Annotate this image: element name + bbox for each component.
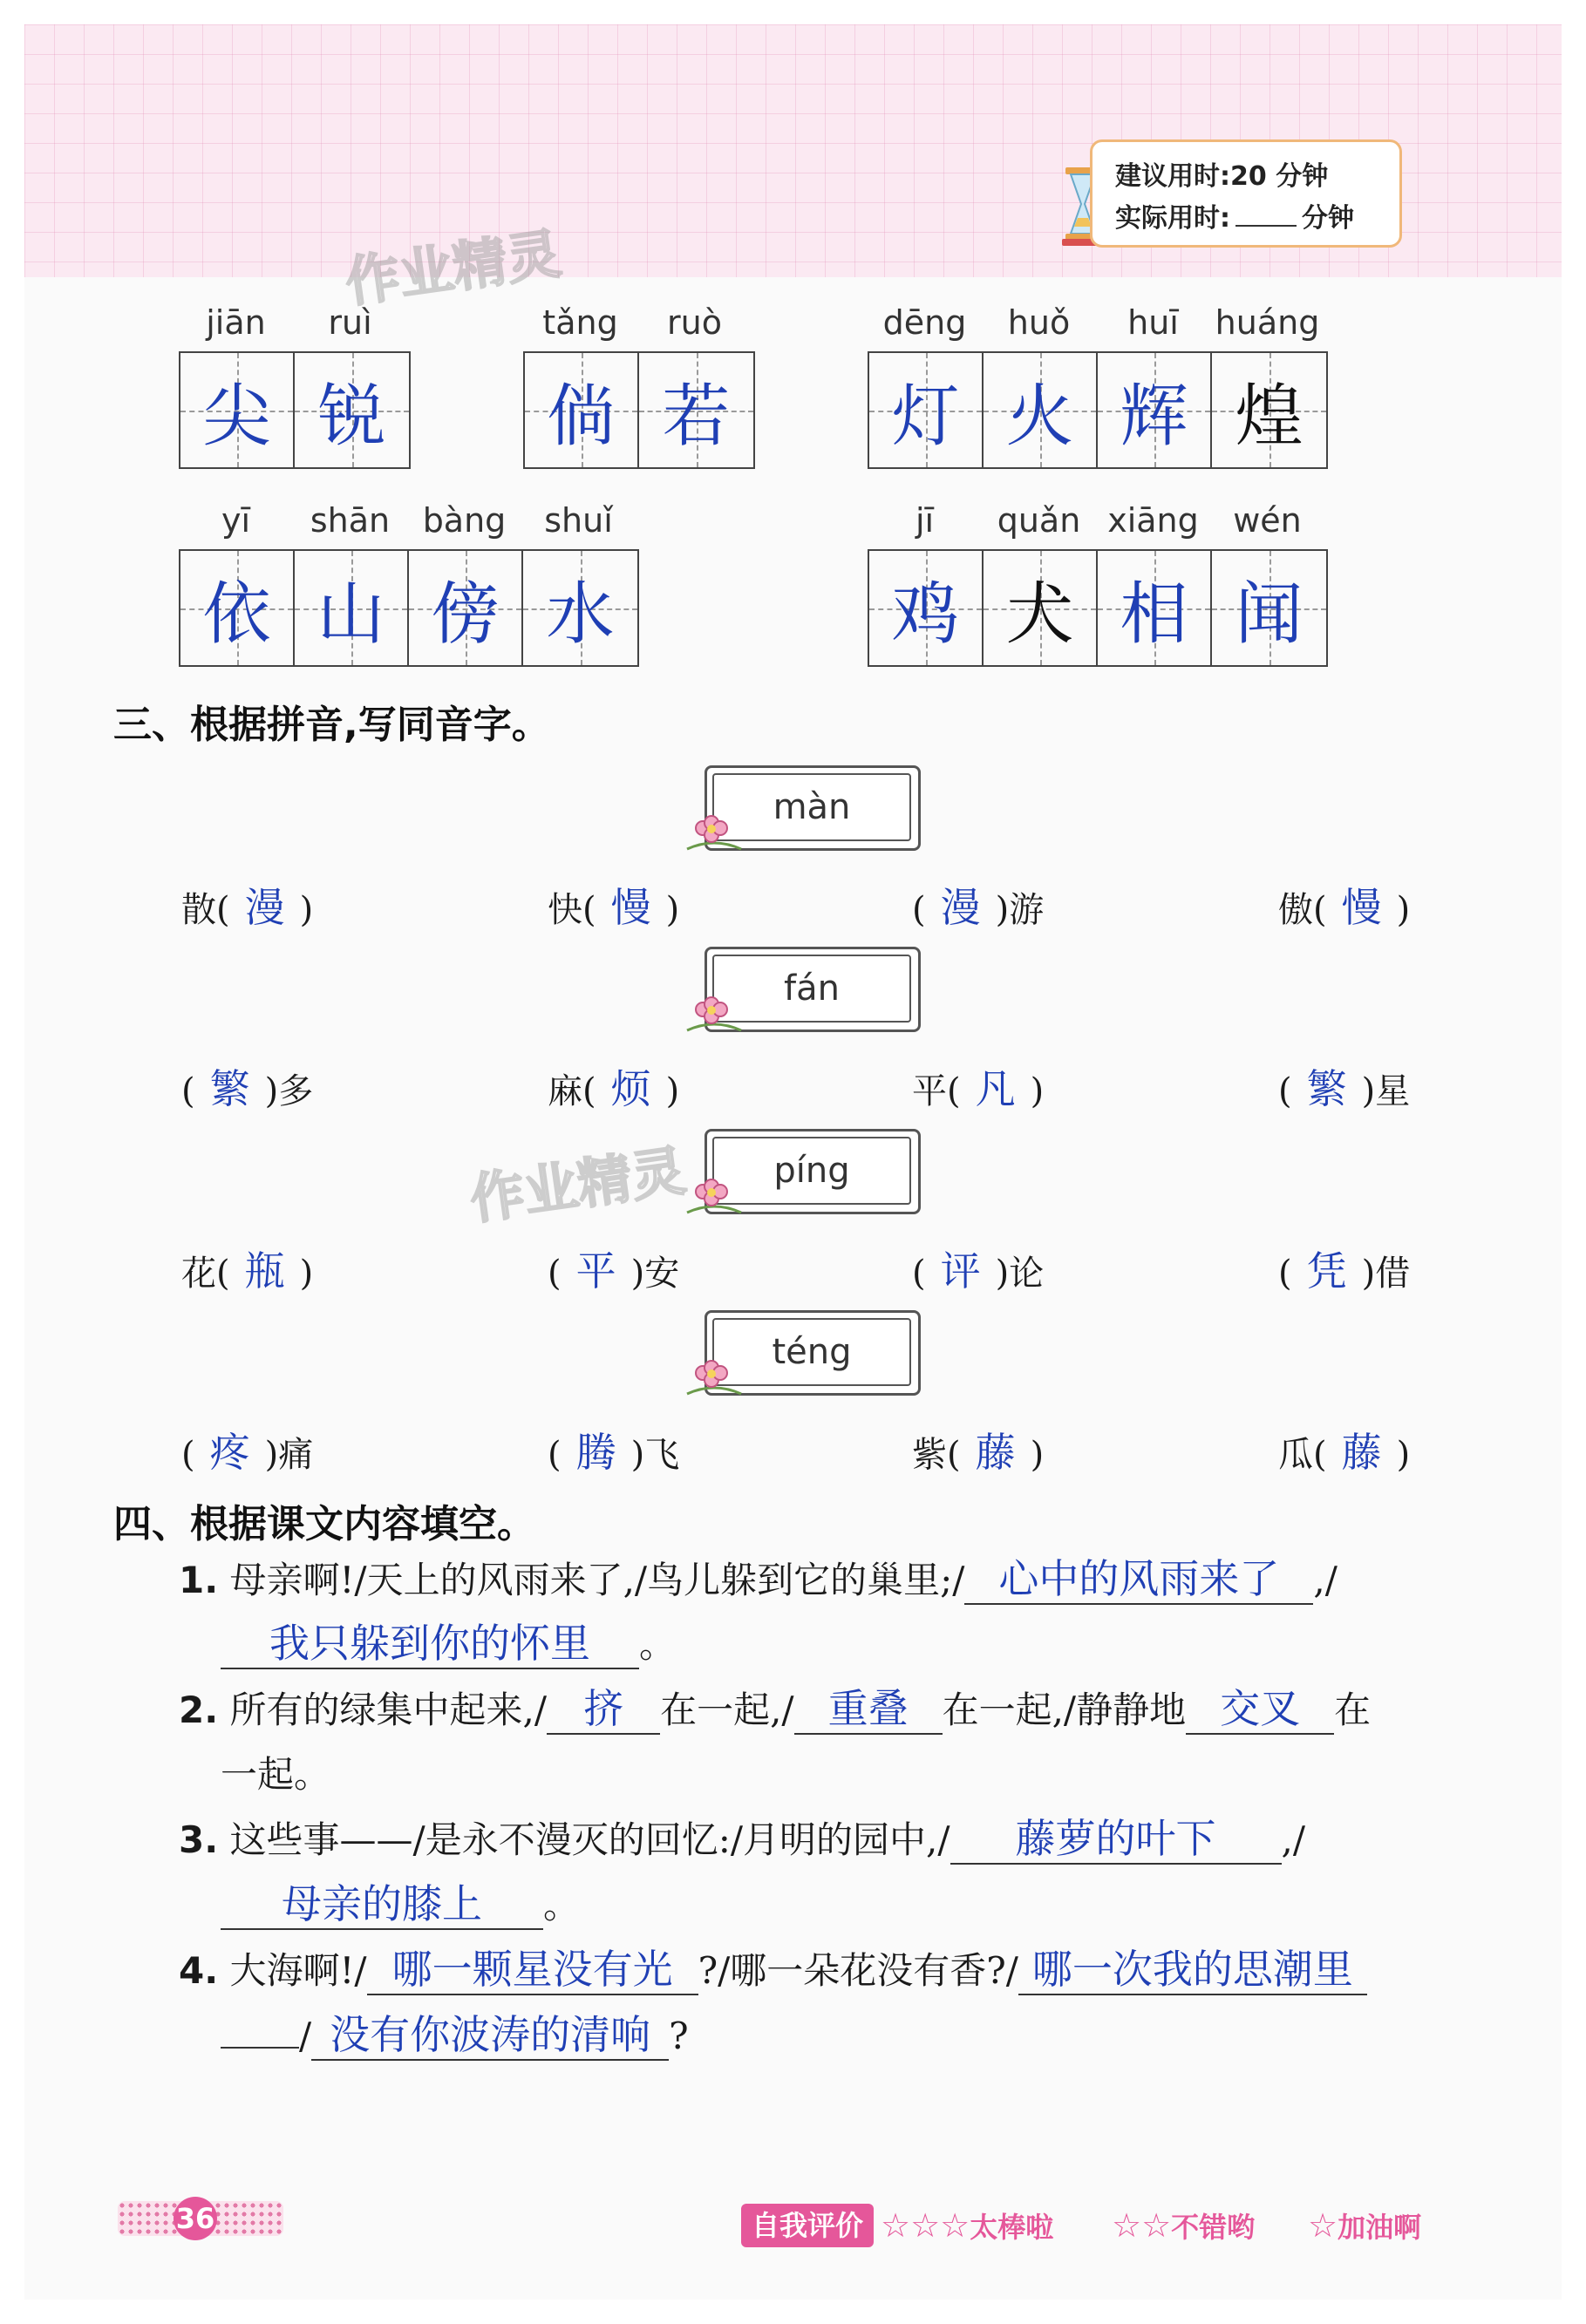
pinyin: shuǐ	[544, 501, 613, 540]
pinyin: wén	[1233, 501, 1302, 540]
pinyin: quǎn	[997, 501, 1081, 540]
fill-item: 紫( 藤 )	[912, 1429, 1045, 1476]
actual-time: 实际用时: 分钟	[1115, 203, 1354, 234]
star-icon: ☆	[1308, 2206, 1338, 2245]
eval-option-good: ☆☆不错哟	[1112, 2206, 1256, 2245]
question-4-line1: 4. 大海啊!/ 哪一颗星没有光 ?/哪一朵花没有香?/ 哪一次我的思潮里	[179, 1945, 1367, 1997]
char-cell: 尖	[180, 353, 295, 467]
page-number: 36	[174, 2197, 217, 2240]
star-icon: ☆☆☆	[881, 2206, 970, 2245]
pinyin: huáng	[1215, 303, 1320, 342]
fill-item: ( 繁 )星	[1278, 1065, 1411, 1112]
pinyin: tǎng	[542, 303, 618, 342]
watermark: 作业精灵	[341, 221, 565, 315]
pinyin-tag: téng	[705, 1310, 921, 1396]
eval-option-keep-going: ☆加油啊	[1308, 2206, 1422, 2245]
char-grid	[179, 351, 411, 469]
char-cell: 倘	[525, 353, 639, 467]
question-2-line1: 2. 所有的绿集中起来,/ 挤 在一起,/ 重叠 在一起,/静静地 交叉 在	[179, 1684, 1371, 1736]
char-grid	[868, 351, 1328, 469]
pinyin: ruì	[328, 303, 372, 342]
pinyin: huǒ	[1007, 303, 1071, 342]
fill-item: 散( 漫 )	[181, 884, 314, 931]
section4-title: 四、根据课文内容填空。	[113, 1502, 535, 1546]
suggested-time: 建议用时:20 分钟	[1115, 161, 1329, 192]
eval-option-great: ☆☆☆太棒啦	[881, 2206, 1054, 2245]
fill-item: 花( 瓶 )	[181, 1247, 314, 1295]
question-1-line2: 我只躲到你的怀里 。	[221, 1619, 676, 1671]
char-grid	[179, 549, 639, 667]
pinyin: shān	[310, 501, 391, 540]
fill-item: ( 疼 )痛	[181, 1429, 314, 1476]
pinyin: ruò	[667, 303, 722, 342]
pinyin: yī	[221, 501, 251, 540]
fill-item: ( 腾 )飞	[548, 1429, 680, 1476]
char-cell: 傍	[409, 551, 523, 665]
char-grid	[868, 549, 1328, 667]
time-box	[1090, 139, 1402, 248]
char-cell: 煌	[1212, 353, 1326, 467]
pinyin: huī	[1127, 303, 1179, 342]
watermark: 作业精灵	[466, 1138, 690, 1232]
pinyin-tag: fán	[705, 947, 921, 1032]
self-eval-label: 自我评价	[741, 2204, 874, 2247]
pinyin: jiān	[206, 303, 266, 342]
char-cell: 火	[984, 353, 1098, 467]
char-cell: 山	[295, 551, 409, 665]
question-2-line2: 一起。	[221, 1753, 331, 1796]
fill-item: 麻( 烦 )	[548, 1065, 680, 1112]
question-1-line1: 1. 母亲啊!/天上的风雨来了,/鸟儿躲到它的巢里;/ 心中的风雨来了 ,/	[179, 1554, 1338, 1607]
char-cell: 相	[1098, 551, 1212, 665]
question-3-line2: 母亲的膝上 。	[221, 1879, 580, 1932]
fill-item: 快( 慢 )	[548, 884, 680, 931]
flower-icon	[684, 811, 745, 856]
fill-item: 傲( 慢 )	[1278, 884, 1411, 931]
question-4-line2: / 没有你波涛的清响 ?	[221, 2010, 689, 2062]
question-3-line1: 3. 这些事——/是永不漫灭的回忆:/月明的园中,/ 藤萝的叶下 ,/	[179, 1814, 1305, 1866]
star-icon: ☆☆	[1112, 2206, 1172, 2245]
flower-icon	[684, 1356, 745, 1401]
char-cell: 闻	[1212, 551, 1326, 665]
char-cell: 辉	[1098, 353, 1212, 467]
fill-item: ( 评 )论	[912, 1247, 1045, 1295]
char-cell: 鸡	[869, 551, 984, 665]
pinyin-tag: píng	[705, 1129, 921, 1214]
char-cell: 依	[180, 551, 295, 665]
pinyin: jī	[915, 501, 935, 540]
fill-item: ( 平 )安	[548, 1247, 680, 1295]
char-cell: 水	[523, 551, 637, 665]
pinyin-tag: màn	[705, 765, 921, 851]
char-cell: 灯	[869, 353, 984, 467]
char-cell: 若	[639, 353, 753, 467]
pinyin: dēng	[882, 303, 967, 342]
fill-item: ( 漫 )游	[912, 884, 1045, 931]
char-cell: 犬	[984, 551, 1098, 665]
flower-icon	[684, 1174, 745, 1220]
pinyin: xiāng	[1107, 501, 1199, 540]
fill-item: 平( 凡 )	[912, 1065, 1045, 1112]
char-grid	[523, 351, 755, 469]
fill-item: ( 凭 )借	[1278, 1247, 1411, 1295]
flower-icon	[684, 992, 745, 1037]
section3-title: 三、根据拼音,写同音字。	[113, 703, 550, 747]
char-cell: 锐	[295, 353, 409, 467]
fill-item: ( 繁 )多	[181, 1065, 314, 1112]
pinyin: bàng	[422, 501, 507, 540]
fill-item: 瓜( 藤 )	[1278, 1429, 1411, 1476]
